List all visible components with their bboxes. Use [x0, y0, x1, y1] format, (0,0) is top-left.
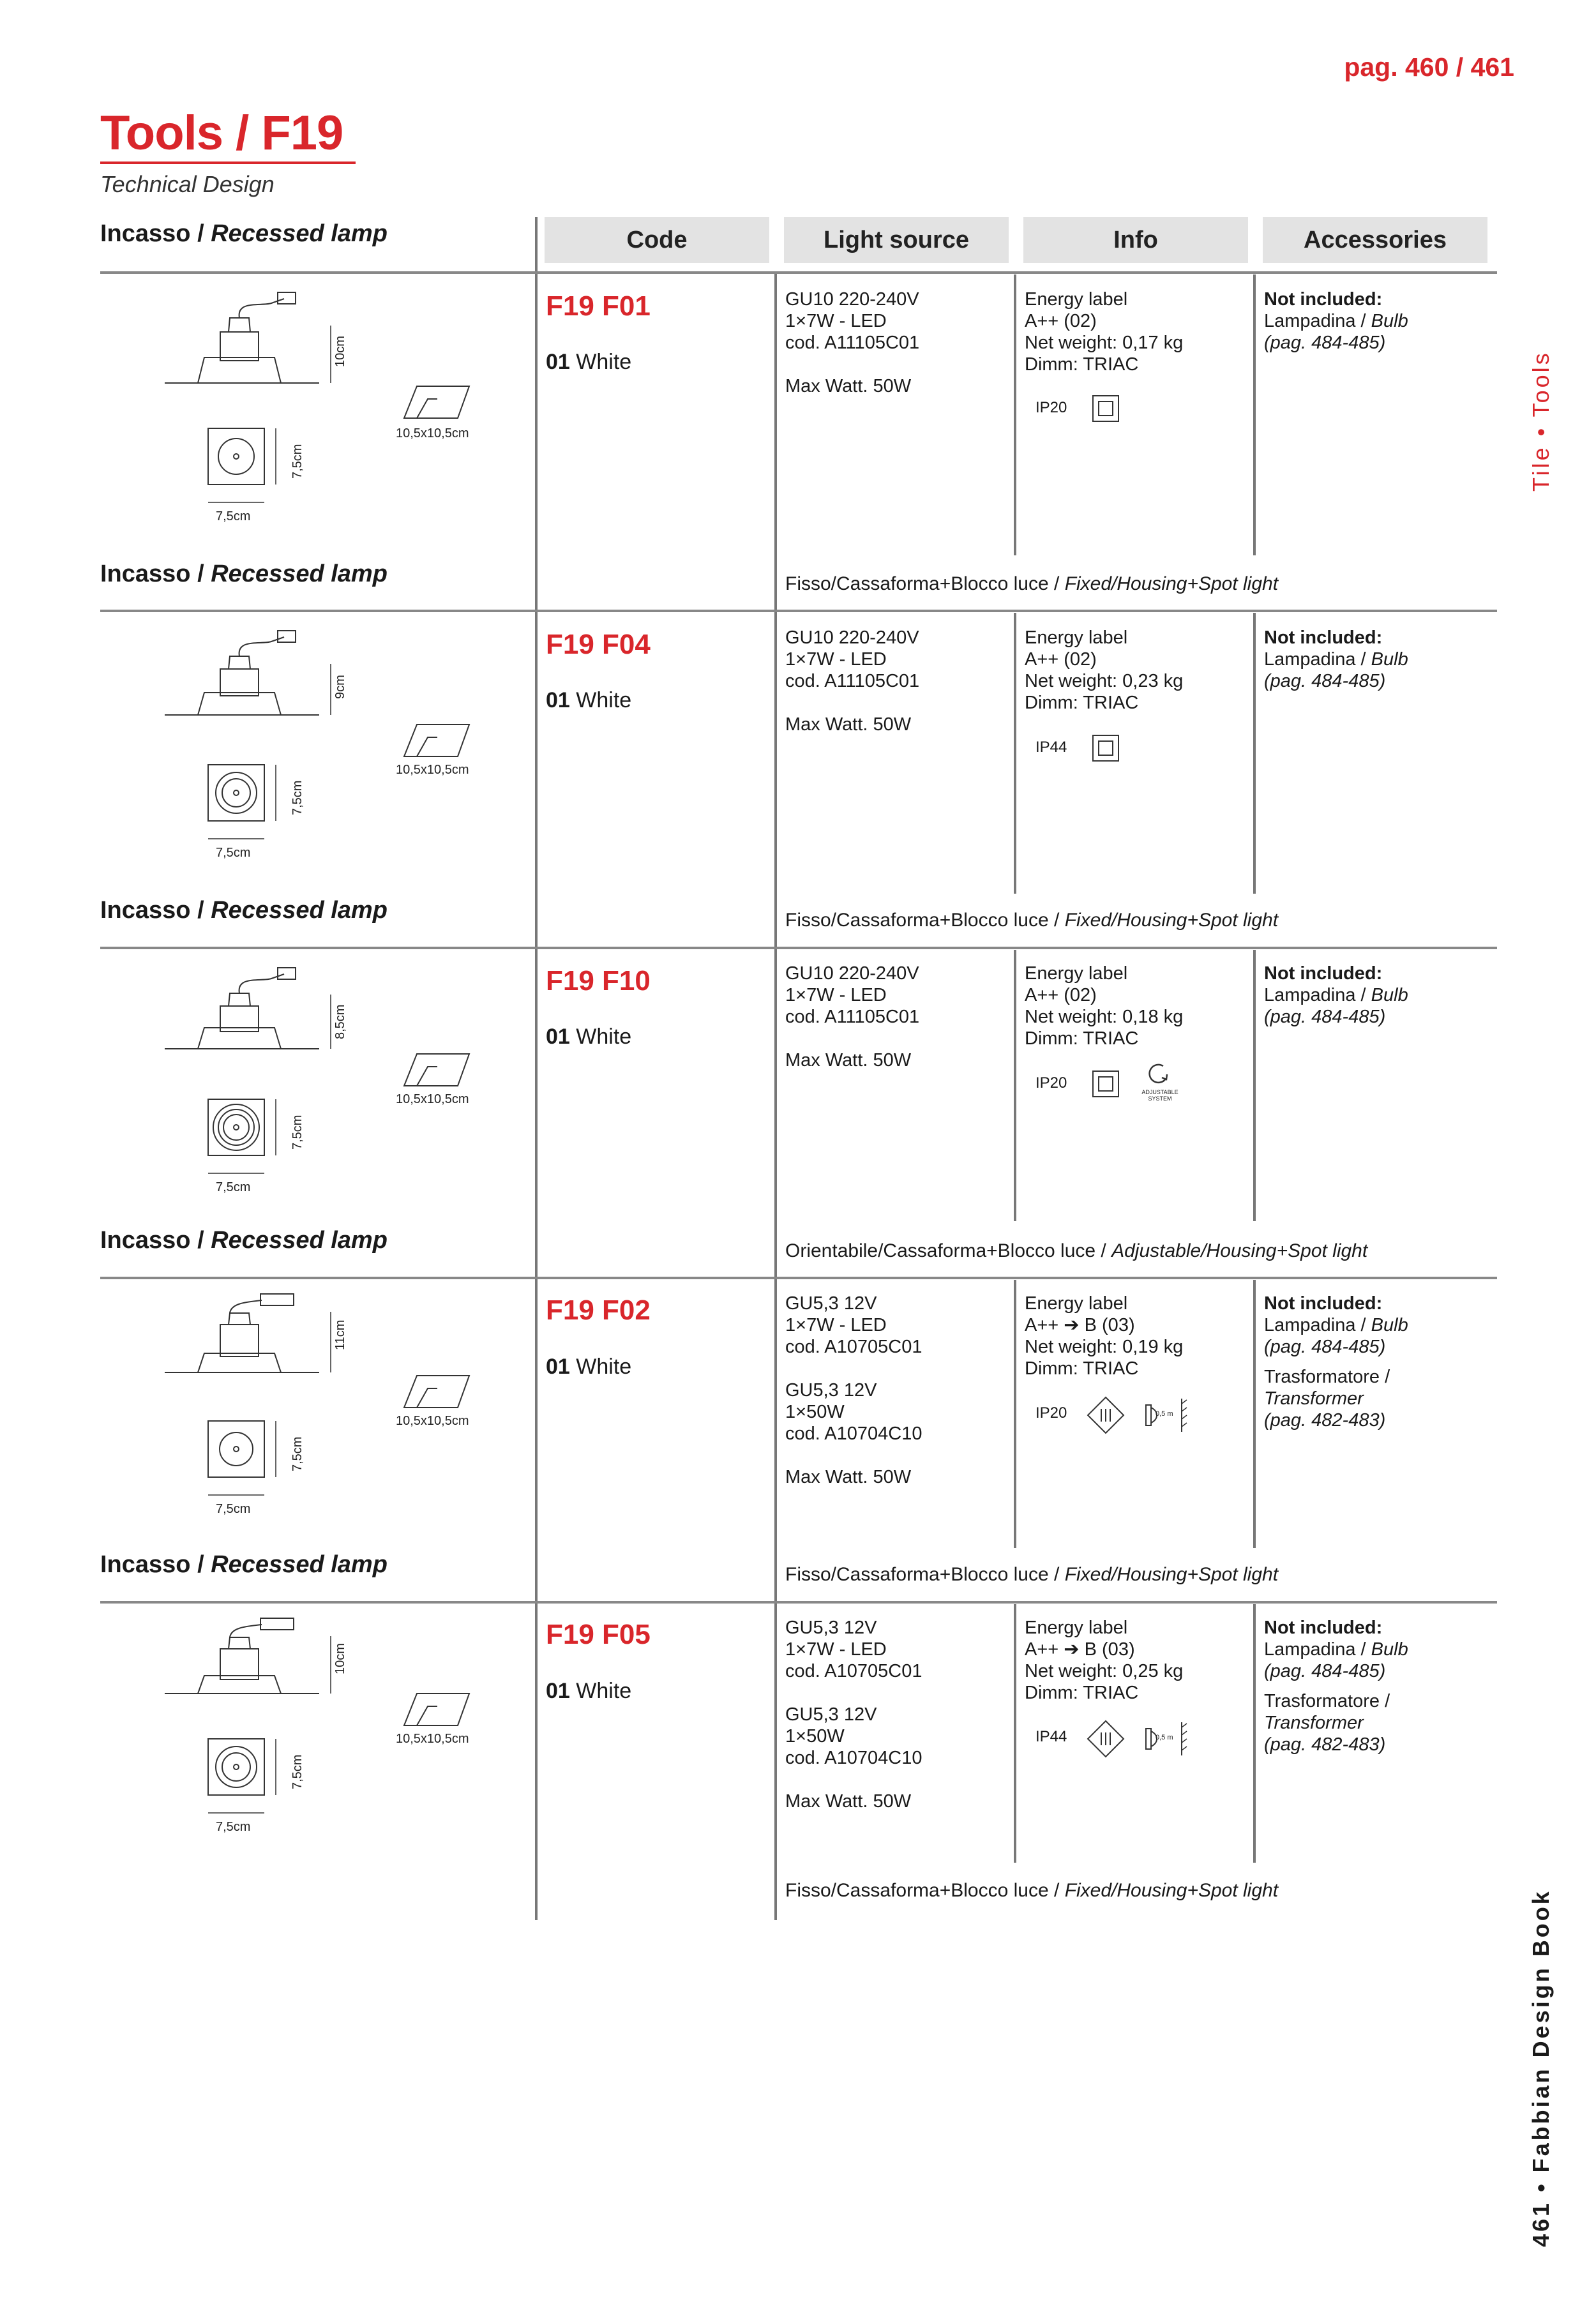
class-ii-insulation-icon — [1092, 394, 1121, 424]
square-dimension: 7,5cm — [290, 780, 305, 815]
front-view-drawing — [204, 1095, 281, 1166]
side-view-drawing — [160, 619, 351, 734]
section-side-label: Tile • Tools — [1528, 350, 1554, 492]
ip-rating: IP20 — [1035, 1074, 1067, 1092]
cutout-dimension: 10,5x10,5cm — [396, 1732, 469, 1746]
width-dimension-line — [204, 1808, 268, 1817]
light-source-spec: GU5,3 12V 1×7W - LED cod. A10705C01 GU5,3 12V 1×50W cod. A10704C10 Max Watt. 50W — [785, 1293, 922, 1487]
page-title: Tools / F19 — [100, 106, 343, 160]
min-distance-label: 0,5 m — [1156, 1410, 1173, 1418]
column-divider — [1014, 950, 1016, 1221]
mounting-description: Fisso/Cassaforma+Blocco luce / Fixed/Housing+Spot light — [785, 573, 1279, 594]
column-divider — [1253, 950, 1256, 1221]
adjustable-system-label: ADJUSTABLE SYSTEM — [1141, 1089, 1178, 1102]
category-label: Incasso / Recessed lamp — [100, 1227, 388, 1254]
mounting-description: Fisso/Cassaforma+Blocco luce / Fixed/Housing+Spot light — [785, 1880, 1279, 1901]
accessories-spec: Not included: Lampadina / Bulb (pag. 484-485) — [1264, 627, 1408, 691]
finish-label: 01 White — [546, 1025, 632, 1049]
title-underline — [100, 162, 356, 164]
page-subtitle: Technical Design — [100, 171, 275, 197]
front-view-drawing — [204, 1417, 281, 1487]
accessories-spec: Not included: Lampadina / Bulb (pag. 484-485) — [1264, 289, 1408, 353]
width-dimension: 7,5cm — [216, 509, 251, 523]
square-dimension: 7,5cm — [290, 1115, 305, 1150]
accessories-spec: Not included: Lampadina / Bulb (pag. 484-485) — [1264, 1293, 1408, 1357]
mounting-description: Orientabile/Cassaforma+Blocco luce / Adjustable/Housing+Spot light — [785, 1240, 1368, 1261]
mounting-description: Fisso/Cassaforma+Blocco luce / Fixed/Housing+Spot light — [785, 1564, 1279, 1585]
product-code: F19 F01 — [546, 290, 651, 322]
page-reference: pag. 460 / 461 — [1344, 52, 1514, 82]
ip-rating: IP20 — [1035, 1404, 1067, 1422]
width-dimension-line — [204, 1491, 268, 1499]
column-header-light-source: Light source — [784, 217, 1009, 263]
category-label: Incasso / Recessed lamp — [100, 897, 388, 924]
width-dimension-line — [204, 834, 268, 843]
column-header-accessories: Accessories — [1263, 217, 1487, 263]
accessories-spec-transformer: Trasformatore / Transformer (pag. 482-483) — [1264, 1367, 1390, 1431]
category-label: Incasso / Recessed lamp — [100, 560, 388, 587]
info-spec: Energy label A++ ➔ B (03) Net weight: 0,25 kg Dimm: TRIAC — [1025, 1618, 1184, 1703]
light-source-spec: GU10 220-240V 1×7W - LED cod. A11105C01 Max Watt. 50W — [785, 963, 920, 1071]
column-divider — [1253, 1604, 1256, 1863]
front-view-drawing — [204, 1735, 281, 1805]
min-distance-label: 0,5 m — [1156, 1734, 1173, 1741]
book-side-label: 461 • Fabbian Design Book — [1528, 1889, 1554, 2247]
height-dimension: 11cm — [333, 1319, 347, 1350]
width-dimension-line — [204, 1169, 268, 1178]
light-source-spec: GU5,3 12V 1×7W - LED cod. A10705C01 GU5,3 12V 1×50W cod. A10704C10 Max Watt. 50W — [785, 1618, 922, 1812]
ip-rating: IP20 — [1035, 399, 1067, 416]
column-divider — [1253, 1280, 1256, 1548]
width-dimension: 7,5cm — [216, 846, 251, 860]
column-header-code: Code — [545, 217, 769, 263]
finish-label: 01 White — [546, 350, 632, 374]
adjustable-system-icon — [1143, 1061, 1175, 1086]
product-code: F19 F10 — [546, 965, 651, 996]
cutout-drawing — [399, 383, 472, 421]
column-divider — [1014, 1280, 1016, 1548]
side-view-drawing — [160, 1286, 351, 1395]
mounting-description: Fisso/Cassaforma+Blocco luce / Fixed/Housing+Spot light — [785, 910, 1279, 931]
cutout-dimension: 10,5x10,5cm — [396, 426, 469, 440]
row-divider — [100, 610, 1497, 612]
row-divider — [100, 1277, 1497, 1279]
column-divider — [1014, 1604, 1016, 1863]
accessories-spec: Not included: Lampadina / Bulb (pag. 484-485) — [1264, 963, 1408, 1027]
light-source-spec: GU10 220-240V 1×7W - LED cod. A11105C01 Max Watt. 50W — [785, 627, 920, 735]
height-dimension: 10cm — [333, 1643, 347, 1674]
info-spec: Energy label A++ ➔ B (03) Net weight: 0,19 kg Dimm: TRIAC — [1025, 1293, 1184, 1379]
accessories-spec-transformer: Trasformatore / Transformer (pag. 482-483) — [1264, 1691, 1390, 1755]
product-code: F19 F02 — [546, 1295, 651, 1326]
height-dimension: 8,5cm — [333, 1004, 347, 1039]
square-dimension: 7,5cm — [290, 1436, 305, 1471]
cutout-dimension: 10,5x10,5cm — [396, 763, 469, 777]
column-divider — [774, 273, 777, 1920]
cutout-drawing — [399, 1051, 472, 1089]
class-iii-icon — [1085, 1395, 1126, 1436]
cutout-drawing — [399, 1372, 472, 1411]
side-view-drawing — [160, 956, 351, 1071]
info-spec: Energy label A++ (02) Net weight: 0,23 kg Dimm: TRIAC — [1025, 627, 1184, 713]
column-divider — [535, 217, 538, 1920]
cutout-drawing — [399, 721, 472, 760]
width-dimension: 7,5cm — [216, 1820, 251, 1834]
class-iii-icon — [1085, 1718, 1126, 1759]
height-dimension: 9cm — [333, 675, 347, 699]
product-code: F19 F05 — [546, 1619, 651, 1650]
square-dimension: 7,5cm — [290, 1754, 305, 1789]
width-dimension: 7,5cm — [216, 1502, 251, 1516]
width-dimension-line — [204, 498, 268, 507]
column-divider — [1014, 613, 1016, 894]
category-label: Incasso / Recessed lamp — [100, 220, 388, 247]
accessories-spec: Not included: Lampadina / Bulb (pag. 484-485) — [1264, 1618, 1408, 1681]
category-label: Incasso / Recessed lamp — [100, 1551, 388, 1578]
info-spec: Energy label A++ (02) Net weight: 0,17 kg Dimm: TRIAC — [1025, 289, 1184, 375]
class-ii-insulation-icon — [1092, 1070, 1121, 1099]
height-dimension: 10cm — [333, 336, 347, 367]
info-spec: Energy label A++ (02) Net weight: 0,18 kg Dimm: TRIAC — [1025, 963, 1184, 1049]
square-dimension: 7,5cm — [290, 444, 305, 479]
row-divider — [100, 271, 1497, 274]
side-view-drawing — [160, 1611, 351, 1719]
finish-label: 01 White — [546, 688, 632, 712]
column-divider — [1014, 274, 1016, 555]
column-divider — [1253, 274, 1256, 555]
light-source-spec: GU10 220-240V 1×7W - LED cod. A11105C01 Max Watt. 50W — [785, 289, 920, 396]
cutout-dimension: 10,5x10,5cm — [396, 1092, 469, 1106]
class-ii-insulation-icon — [1092, 734, 1121, 763]
cutout-drawing — [399, 1690, 472, 1729]
finish-label: 01 White — [546, 1679, 632, 1703]
row-divider — [100, 1601, 1497, 1604]
ip-rating: IP44 — [1035, 1728, 1067, 1745]
column-header-info: Info — [1023, 217, 1248, 263]
column-divider — [1253, 613, 1256, 894]
finish-label: 01 White — [546, 1355, 632, 1379]
ip-rating: IP44 — [1035, 739, 1067, 756]
product-code: F19 F04 — [546, 629, 651, 660]
front-view-drawing — [204, 424, 281, 495]
cutout-dimension: 10,5x10,5cm — [396, 1414, 469, 1428]
row-divider — [100, 947, 1497, 949]
width-dimension: 7,5cm — [216, 1180, 251, 1194]
side-view-drawing — [160, 281, 351, 396]
front-view-drawing — [204, 761, 281, 831]
